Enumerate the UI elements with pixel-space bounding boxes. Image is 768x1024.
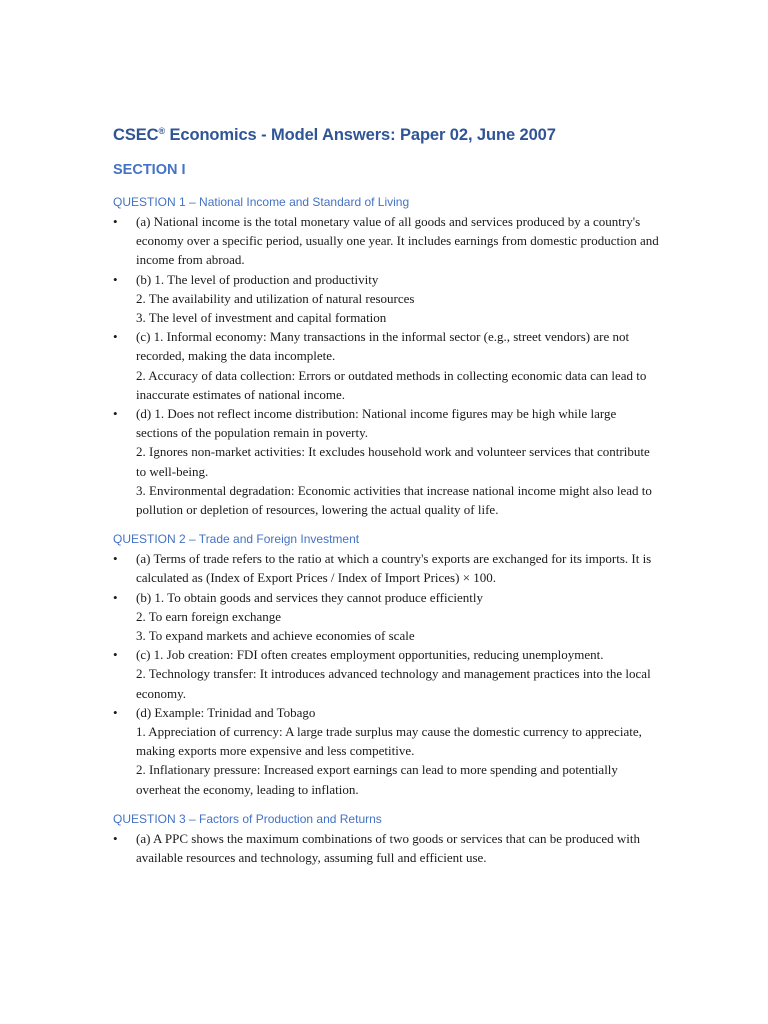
bullet-icon: • <box>113 551 118 567</box>
answer-line: 2. To earn foreign exchange <box>136 608 282 624</box>
answer-line: 3. To expand markets and achieve economies of scale <box>136 628 415 644</box>
question-block <box>113 531 661 799</box>
answer-line: (a) A PPC shows the maximum combinations of two goods or services that can be produced with available resources and technology, assuming full and efficient use. <box>136 830 641 866</box>
bullet-icon: • <box>113 329 118 345</box>
answer-line: 2. Technology transfer: It introduces advanced technology and management practices into the local economy. <box>136 666 651 701</box>
answer-line: (d) Example: Trinidad and Tobago <box>136 704 316 720</box>
answer-line: (d) 1. Does not reflect income distribution: National income figures may be high while large sections of the population remain in poverty. <box>136 406 617 441</box>
answer-item <box>113 703 661 799</box>
question-heading: QUESTION 2 – Trade and Foreign Investment <box>113 532 360 547</box>
answer-line: 2. Inflationary pressure: Increased export earnings can lead to more spending and potentially overheat the economy, leading to inflation. <box>136 762 618 797</box>
answer-item <box>113 549 661 587</box>
question-block <box>113 811 661 867</box>
bullet-icon: • <box>113 647 118 663</box>
answer-item <box>113 270 661 328</box>
document-page <box>113 124 661 879</box>
document-title <box>113 124 661 146</box>
answer-list <box>113 212 661 519</box>
answer-item <box>113 645 661 703</box>
bullet-icon: • <box>113 271 118 287</box>
bullet-icon: • <box>113 704 118 720</box>
answer-item <box>113 327 661 404</box>
answer-list <box>113 549 661 799</box>
question-block <box>113 194 661 519</box>
answer-item <box>113 829 661 867</box>
bullet-icon: • <box>113 214 118 229</box>
answer-line: 1. Appreciation of currency: A large trade surplus may cause the domestic currency to appreciate, making exports more expensive and less competitive. <box>136 724 642 759</box>
registered-mark: ® <box>158 126 165 136</box>
answer-item <box>113 212 661 270</box>
bullet-icon: • <box>113 589 118 605</box>
questions-container <box>113 194 661 867</box>
answer-line: (a) National income is the total monetary value of all goods and services produced by a country's economy over a specific period, usually one year. It includes earnings from domestic production and income from abroad. <box>136 214 659 268</box>
answer-line: 2. Ignores non-market activities: It excludes household work and volunteer services that contribute to well-being. <box>136 444 650 479</box>
bullet-icon: • <box>113 830 118 846</box>
answer-item <box>113 588 661 646</box>
answer-item <box>113 404 661 519</box>
answer-line: (b) 1. The level of production and productivity <box>136 271 379 287</box>
title-rest: Economics - Model Answers: Paper 02, June 2007 <box>165 126 556 144</box>
answer-line: 2. The availability and utilization of natural resources <box>136 290 415 306</box>
bullet-icon: • <box>113 406 118 422</box>
answer-line: 3. Environmental degradation: Economic activities that increase national income might also lead to pollution or depletion of resources, lowering the actual quality of life. <box>136 482 652 518</box>
answer-line: 3. The level of investment and capital formation <box>136 310 387 326</box>
title-prefix: CSEC <box>113 126 159 144</box>
answer-line: (a) Terms of trade refers to the ratio at which a country's exports are exchanged for its imports. It is calculated as (Index of Export Prices / Index of Import Prices) × 100. <box>136 551 652 586</box>
question-heading: QUESTION 3 – Factors of Production and Returns <box>113 811 382 826</box>
answer-line: (c) 1. Informal economy: Many transactions in the informal sector (e.g., street vendors) are not recorded, making the data incomplete. <box>136 329 630 364</box>
answer-line: (c) 1. Job creation: FDI often creates employment opportunities, reducing unemployment. <box>136 647 604 663</box>
section-heading: SECTION I <box>113 162 186 178</box>
question-heading: QUESTION 1 – National Income and Standard of Living <box>113 195 410 209</box>
answer-list <box>113 829 661 867</box>
answer-line: (b) 1. To obtain goods and services they cannot produce efficiently <box>136 589 483 605</box>
answer-line: 2. Accuracy of data collection: Errors or outdated methods in collecting economic data can lead to inaccurate estimates of national income. <box>136 367 647 402</box>
